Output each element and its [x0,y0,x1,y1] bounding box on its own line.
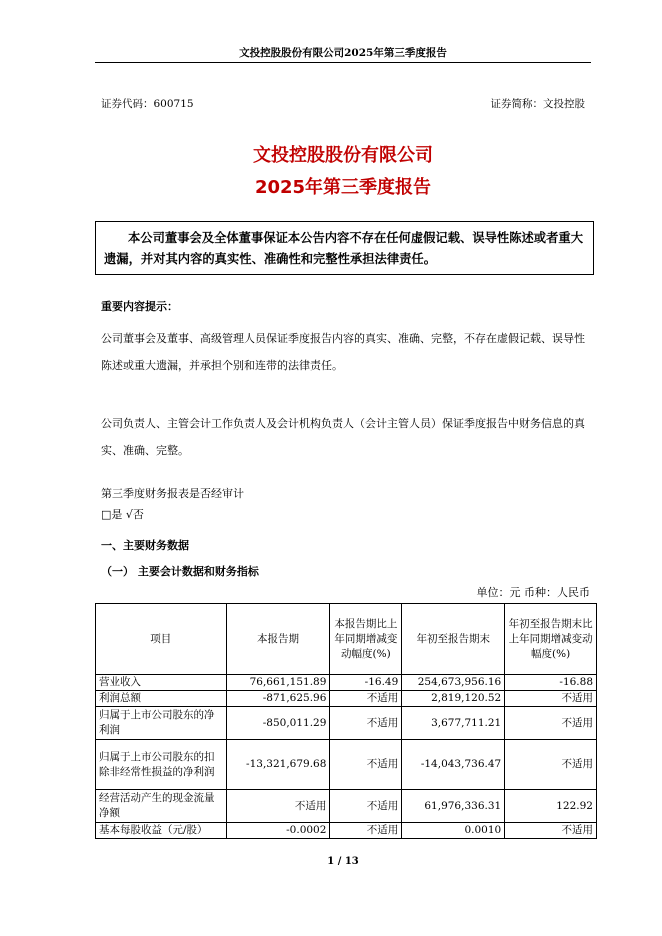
notice-paragraph-1: 公司董事会及董事、高级管理人员保证季度报告内容的真实、准确、完整，不存在虚假记载、误导性陈述或重大遗漏，并承担个别和连带的法律责任。 [101,332,585,372]
row-ytd-change: 不适用 [505,823,597,839]
row-current-change: -16.49 [330,675,402,691]
row-ytd: -14,043,736.47 [402,740,505,790]
row-current: 不适用 [226,790,330,823]
table-row [96,691,597,707]
row-ytd-change: 不适用 [505,691,597,707]
row-current: -850,011.29 [226,707,330,740]
table-row [96,790,597,823]
row-item: 经营活动产生的现金流量净额 [96,790,227,823]
table-row [96,707,597,740]
row-item: 归属于上市公司股东的扣除非经常性损益的净利润 [96,740,227,790]
row-ytd-change: 不适用 [505,740,597,790]
row-ytd: 0.0010 [402,823,505,839]
header-ytd-change: 年初至报告期末比上年同期增减变动幅度(%) [505,604,597,675]
table-header-row [96,604,597,675]
table-row [96,823,597,839]
notice-paragraph-2: 公司负责人、主管会计工作负责人及会计机构负责人（会计主管人员）保证季度报告中财务信息的真实、准确、完整。 [101,417,585,457]
header-current-period: 本报告期 [226,604,330,675]
header-ytd: 年初至报告期末 [402,604,505,675]
row-item: 利润总额 [96,691,227,707]
stock-code: 证券代码：600715 [101,98,194,110]
row-current: -871,625.96 [226,691,330,707]
row-ytd: 3,677,711.21 [402,707,505,740]
row-current-change: 不适用 [330,790,402,823]
financial-indicators-table [95,603,597,839]
row-ytd-change: 不适用 [505,707,597,740]
row-item: 基本每股收益（元/股） [96,823,227,839]
row-item: 归属于上市公司股东的净利润 [96,707,227,740]
audit-answer: □是 √否 [101,508,144,521]
table-row [96,740,597,790]
row-current: -0.0002 [226,823,330,839]
subsection-heading-key-indicators: （一） 主要会计数据和财务指标 [101,565,259,578]
row-item: 营业收入 [96,675,227,691]
company-title: 文投控股股份有限公司 [253,145,433,166]
board-statement-box: 本公司董事会及全体董事保证本公告内容不存在任何虚假记载、误导性陈述或者重大遗漏，并对其内容的真实性、准确性和完整性承担法律责任。 [95,221,594,275]
row-ytd: 2,819,120.52 [402,691,505,707]
row-ytd-change: -16.88 [505,675,597,691]
unit-currency-line: 单位：元 币种：人民币 [476,586,590,599]
row-current: 76,661,151.89 [226,675,330,691]
row-current-change: 不适用 [330,823,402,839]
row-current-change: 不适用 [330,691,402,707]
header-current-change: 本报告期比上年同期增减变动幅度(%) [330,604,402,675]
row-current-change: 不适用 [330,740,402,790]
header-divider [95,62,591,63]
header-item: 项目 [96,604,227,675]
section-heading-financial-data: 一、主要财务数据 [101,539,189,552]
page-number: 1 / 13 [327,856,359,867]
notice-heading: 重要内容提示： [101,300,178,313]
row-current-change: 不适用 [330,707,402,740]
row-current: -13,321,679.68 [226,740,330,790]
report-title: 2025年第三季度报告 [254,177,432,198]
row-ytd: 61,976,336.31 [402,790,505,823]
stock-abbreviation: 证券简称：文投控股 [490,98,585,110]
row-ytd: 254,673,956.16 [402,675,505,691]
audit-question: 第三季度财务报表是否经审计 [101,487,244,500]
table-row [96,675,597,691]
row-ytd-change: 122.92 [505,790,597,823]
running-header: 文投控股股份有限公司2025年第三季度报告 [239,47,447,59]
